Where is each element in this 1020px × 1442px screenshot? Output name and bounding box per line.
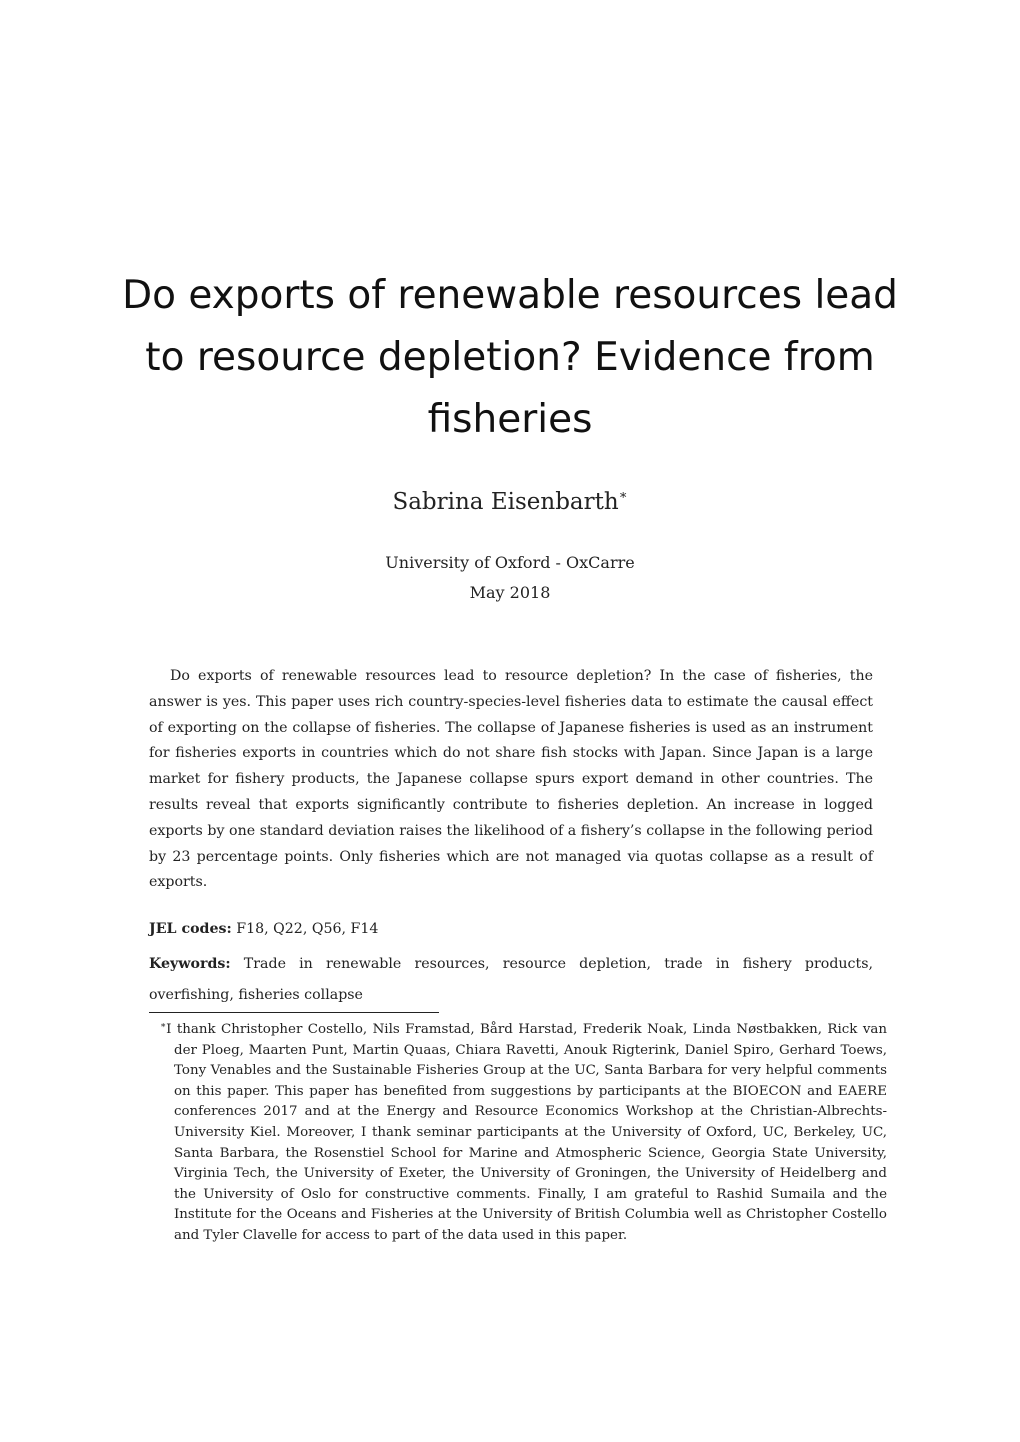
publication-date: May 2018 <box>469 583 551 602</box>
author-footnote-mark: ∗ <box>618 488 628 503</box>
author-name <box>0 488 1020 515</box>
author-text: Sabrina Eisenbarth <box>392 489 619 515</box>
jel-codes <box>149 918 873 940</box>
abstract: Do exports of renewable resources lead to resource depletion? In the case of fisheries, the answer is yes. This paper uses rich country-species-level fisheries data to estimate the causal effect of exporting on the collapse of fisheries. The collapse of Japanese fisheries is used as an instrument for fisheries exports in countries which do not share fish stocks with Japan. Since Japan is a large market for fishery products, the Japanese collapse spurs export demand in other countries. The results reveal that exports significantly contribute to fisheries depletion. An increase in logged exports by one standard deviation raises the likelihood of a fishery’s collapse in the following period by 23 percentage points. Only fisheries which are not managed via quotas collapse as a result of exports. <box>149 668 873 891</box>
footnote-text: I thank Christopher Costello, Nils Framstad, Bård Harstad, Frederik Noak, Linda Nøstbakken, Rick van der Ploeg, Maarten Punt, Martin Quaas, Chiara Ravetti, Anouk Rigterink, Daniel Spiro, Gerhard Toews, Tony Venables and the Sustainable Fisheries Group at the UC, Santa Barbara for very helpful comments on this paper. This paper has benefited from suggestions by participants at the BIOECON and EAERE conferences 2017 and at the Energy and Resource Economics Workshop at the Christian-Albrechts-University Kiel. Moreover, I thank seminar participants at the University of Oxford, UC, Berkeley, UC, Santa Barbara, the Rosenstiel School for Marine and Atmospheric Science, Georgia State University, Virginia Tech, the University of Exeter, the University of Groningen, the University of Heidelberg and the University of Oslo for constructive comments. Finally, I am grateful to Rashid Sumaila and the Institute for the Oceans and Fisheries at the University of British Columbia well as Christopher Costello and Tyler Clavelle for access to part of the data used in this paper. <box>166 1022 887 1243</box>
footnote-rule <box>149 1012 439 1013</box>
keywords-label: Keywords: <box>149 956 231 972</box>
paper-title: Do exports of renewable resources lead to resource depletion? Evidence from fisheries <box>122 273 898 442</box>
jel-label: JEL codes: <box>149 921 232 937</box>
affiliation-block <box>0 548 1020 608</box>
keywords-value: Trade in renewable resources, resource depletion, trade in fishery products, overfishing, fisheries collapse <box>149 956 873 1003</box>
footnote-mark: ∗ <box>160 1021 167 1031</box>
affiliation: University of Oxford - OxCarre <box>385 553 635 572</box>
footnote <box>160 1016 887 1247</box>
jel-value: F18, Q22, Q56, F14 <box>236 921 379 937</box>
keywords <box>149 949 873 1011</box>
